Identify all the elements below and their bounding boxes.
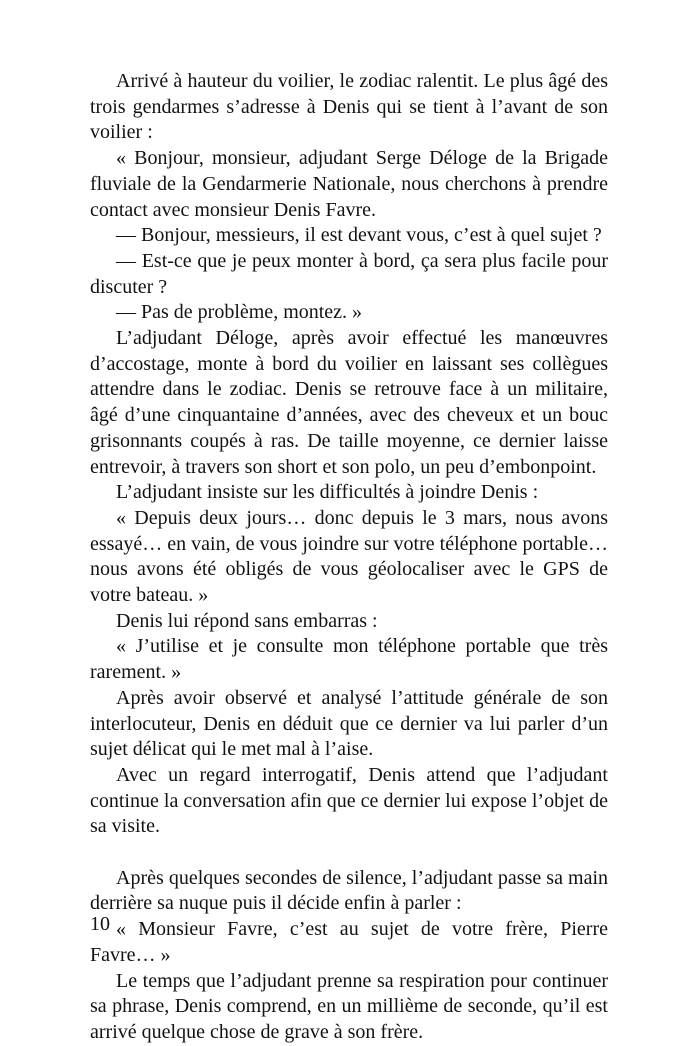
paragraph: « Bonjour, monsieur, adjudant Serge Déloge de la Brigade fluviale de la Gendarmerie Nationale, nous cherchons à prendre contact avec monsieur Denis Favre. [90,147,608,221]
paragraph: « Depuis deux jours… donc depuis le 3 mars, nous avons essayé… en vain, de vous joindre sur votre téléphone portable… nous avons été obligés de vous géolocaliser avec le GPS de votre bateau. » [90,506,608,607]
paragraph: Avec un regard interrogatif, Denis attend que l’adjudant continue la conversation afin que ce dernier lui expose l’objet de sa visite. [90,763,608,838]
paragraph: — Pas de problème, montez. » [116,301,363,324]
page-text [90,69,608,1046]
paragraph: « Monsieur Favre, c’est au sujet de votre frère, Pierre Favre… » [90,918,608,966]
page-number: 10 [90,913,110,935]
paragraph: Denis lui répond sans embarras : [116,609,378,632]
paragraph: « J’utilise et je consulte mon téléphone portable que très rarement. » [90,635,608,684]
paragraph: — Bonjour, messieurs, il est devant vous, c’est à quel sujet ? [116,224,602,247]
section-break [90,840,608,866]
paragraph: Arrivé à hauteur du voilier, le zodiac ralentit. Le plus âgé des trois gendarmes s’adresse à Denis qui se tient à l’avant de son voilier : [90,70,608,144]
paragraph: L’adjudant insiste sur les difficultés à joindre Denis : [116,481,539,504]
paragraph: L’adjudant Déloge, après avoir effectué les manœuvres d’accostage, monte à bord du voilier en laissant ses collègues attendre dans le zodiac. Denis se retrouve face à un militaire, âgé d’une cinquantaine d’années, avec des cheveux et un bouc grisonnants coupés à ras. De taille moyenne, ce dernier laisse entrevoir, à travers son short et son polo, un peu d’embonpoint. [90,327,608,478]
paragraph: — Est-ce que je peux monter à bord, ça sera plus facile pour discuter ? [90,249,608,298]
paragraph: Le temps que l’adjudant prenne sa respiration pour continuer sa phrase, Denis comprend, en un millième de seconde, qu’il est arrivé quelque chose de grave à son frère. [90,969,608,1043]
paragraph: Après avoir observé et analysé l’attitude générale de son interlocuteur, Denis en déduit que ce dernier va lui parler d’un sujet délicat qui le met mal à l’aise. [90,686,608,761]
paragraph: Après quelques secondes de silence, l’adjudant passe sa main derrière sa nuque puis il décide enfin à parler : [90,866,608,915]
